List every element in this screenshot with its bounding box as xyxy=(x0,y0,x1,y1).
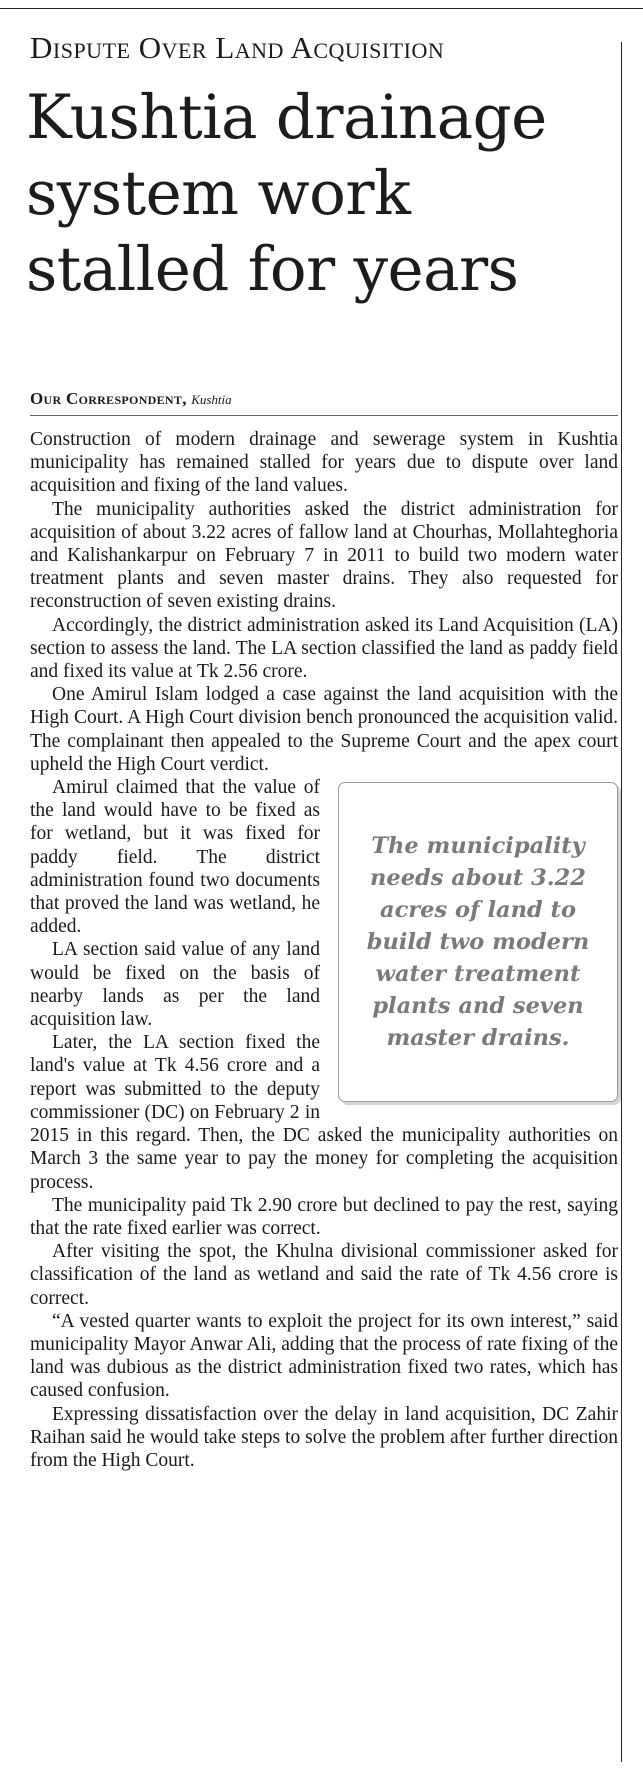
paragraph: One Amirul Islam lodged a case against the land acquisition with the High Court. A High Court division bench pronounced the acquisition valid. The complainant then appealed to the Supreme Court and the apex court upheld the High Court verdict. xyxy=(30,684,618,775)
paragraph: Accordingly, the district administration asked its Land Acquisition (LA) section to assess the land. The LA section classified the land as paddy field and fixed its value at Tk 2.56 crore. xyxy=(30,614,618,683)
paragraph: Later, the LA section fixed the land's value at Tk 4.56 crore and a report was submitted to the deputy commissioner (DC) on February 2 in 2015 in this regard. Then, the DC asked the municipality authorities on March 3 the same year to pay the money for completing the acquisition process. xyxy=(30,1032,618,1193)
paragraph: Expressing dissatisfaction over the delay in land acquisition, DC Zahir Raihan said he would take steps to solve the problem after further direction from the High Court. xyxy=(30,1403,618,1471)
paragraph: LA section said value of any land would be fixed on the basis of nearby lands as per the land acquisition law. xyxy=(30,939,320,1031)
byline-author: Our Correspondent, xyxy=(30,389,187,408)
top-rule xyxy=(0,8,643,9)
paragraph: After visiting the spot, the Khulna divisional commissioner asked for classification of the land as wetland and said the rate of Tk 4.56 crore is correct. xyxy=(30,1241,618,1309)
byline xyxy=(30,390,232,409)
byline-rule xyxy=(30,415,618,416)
article-headline: Kushtia drainage system work stalled for years xyxy=(26,82,547,305)
article-body xyxy=(30,428,618,1472)
paragraph: Amirul claimed that the value of the land would have to be fixed as for wetland, but it was fixed for paddy field. The district administration found two documents that proved the land was wetland, he added. xyxy=(30,777,320,938)
column-rule xyxy=(621,42,622,1762)
paragraph: “A vested quarter wants to exploit the project for its own interest,” said municipality Mayor Anwar Ali, adding that the process of rate fixing of the land was dubious as the district administration fixed two rates, which has caused confusion. xyxy=(30,1310,618,1402)
paragraph: Construction of modern drainage and sewerage system in Kushtia municipality has remained stalled for years due to dispute over land acquisition and fixing of the land values. xyxy=(30,429,618,497)
paragraph: The municipality authorities asked the district administration for acquisition of about 3.22 acres of fallow land at Chourhas, Mollahteghoria and Kalishankarpur on February 7 in 2011 to build two modern water treatment plants and seven master drains. They also requested for reconstruction of seven existing drains. xyxy=(30,498,618,613)
pull-quote-box xyxy=(338,782,618,1102)
pull-quote: The municipality needs about 3.22 acres of land to build two modern water treatment plants and seven master drains. xyxy=(366,833,590,1052)
byline-location: Kushtia xyxy=(191,392,232,407)
article-kicker: Dispute Over Land Acquisition xyxy=(30,30,445,65)
paragraph: The municipality paid Tk 2.90 crore but declined to pay the rest, saying that the rate fixed earlier was correct. xyxy=(30,1194,618,1239)
